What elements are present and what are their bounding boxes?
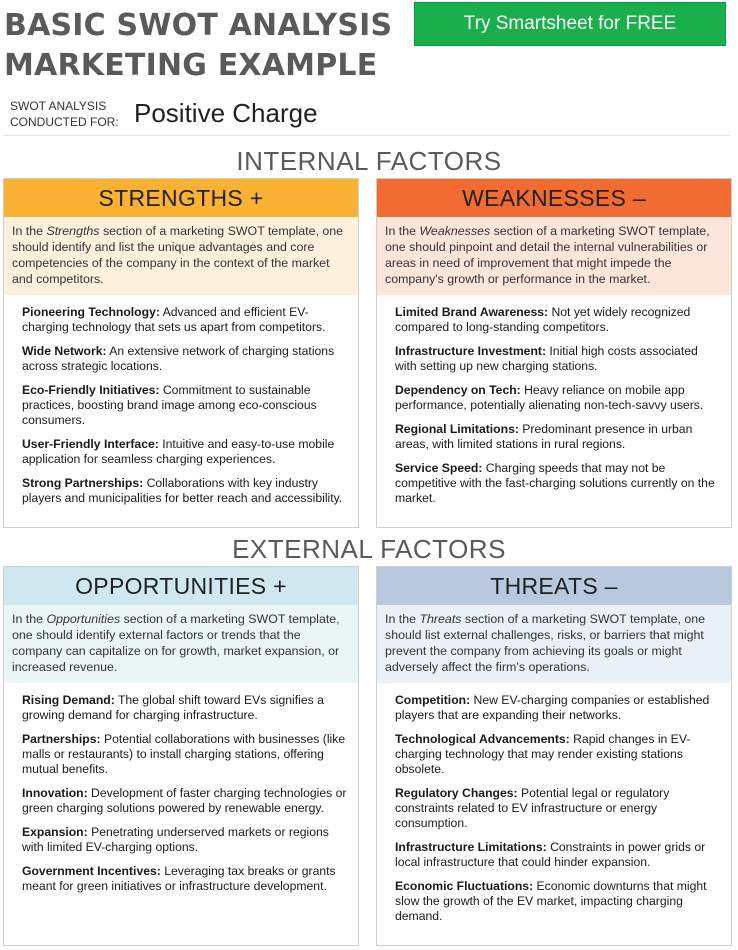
list-item (395, 383, 721, 413)
opportunities-header (4, 567, 358, 605)
item-text: Collaborations with key industry players and municipalities for better reach and accessibility. (22, 476, 343, 505)
item-text: Not yet widely recognized compared to long-standing competitors. (395, 305, 691, 334)
conducted-for-label-line-1: SWOT ANALYSIS (10, 99, 107, 113)
threats-title: THREATS – (490, 572, 618, 599)
weaknesses-list (377, 295, 731, 506)
list-item (395, 422, 721, 452)
item-label: Limited Brand Awareness: (395, 305, 549, 319)
strengths-description (4, 217, 358, 295)
item-label: User-Friendly Interface: (22, 437, 159, 451)
item-label: Expansion: (22, 825, 88, 839)
opportunities-box (3, 566, 359, 946)
threats-header (377, 567, 731, 605)
item-text: Leveraging tax breaks or grants meant for green initiatives or infrastructure development. (22, 864, 336, 893)
item-label: Eco-Friendly Initiatives: (22, 383, 160, 397)
item-label: Pioneering Technology: (22, 305, 160, 319)
item-text: Initial high costs associated with setting up new charging stations. (395, 344, 698, 373)
list-item (395, 461, 721, 506)
item-label: Technological Advancements: (395, 732, 570, 746)
item-text: Charging speeds that may not be competitive with the fast-charging solutions currently on the market. (395, 461, 715, 505)
desc-prefix: In the (12, 224, 47, 238)
item-label: Regulatory Changes: (395, 786, 518, 800)
strengths-header (4, 179, 358, 217)
item-text: Advanced and efficient EV-charging technology that sets us apart from competitors. (22, 305, 326, 334)
item-label: Economic Fluctuations: (395, 879, 534, 893)
try-smartsheet-button[interactable]: Try Smartsheet for FREE (414, 2, 726, 46)
list-item (22, 476, 348, 506)
desc-suffix: section of a marketing SWOT template, one should identify external factors or trends that the company can capitalize on for growth, market expansion, or increased revenue. (12, 612, 340, 674)
item-label: Competition: (395, 693, 471, 707)
item-label: Strong Partnerships: (22, 476, 144, 490)
desc-emphasis: Strengths (46, 224, 100, 238)
item-text: Intuitive and easy-to-use mobile application for seamless charging experiences. (22, 437, 335, 466)
item-label: Government Incentives: (22, 864, 161, 878)
item-text: Potential collaborations with businesses (like malls or restaurants) to install charging stations, offering mutual benefits. (22, 732, 346, 776)
list-item (22, 383, 348, 428)
conducted-for-label (10, 98, 120, 130)
item-label: Innovation: (22, 786, 88, 800)
list-item (22, 693, 348, 723)
conducted-for-value: Positive Charge (134, 98, 318, 128)
item-text: Potential legal or regulatory constraints related to EV infrastructure or energy consumption. (395, 786, 670, 830)
item-text: Predominant presence in urban areas, with limited stations in rural regions. (395, 422, 693, 451)
item-label: Service Speed: (395, 461, 483, 475)
item-text: Constraints in power grids or local infrastructure that could hinder expansion. (395, 840, 706, 869)
internal-factors-heading: INTERNAL FACTORS (236, 146, 502, 176)
item-label: Dependency on Tech: (395, 383, 521, 397)
opportunities-list (4, 683, 358, 894)
desc-emphasis: Opportunities (46, 612, 121, 626)
threats-list (377, 683, 731, 924)
item-label: Infrastructure Limitations: (395, 840, 547, 854)
list-item (395, 344, 721, 374)
item-label: Regional Limitations: (395, 422, 519, 436)
desc-emphasis: Threats (419, 612, 462, 626)
strengths-title: STRENGTHS + (98, 184, 264, 211)
divider (4, 135, 730, 136)
list-item (22, 437, 348, 467)
weaknesses-description (377, 217, 731, 295)
item-text: The global shift toward EVs signifies a growing demand for charging infrastructure. (22, 693, 324, 722)
item-text: New EV-charging companies or established players that are expanding their networks. (395, 693, 710, 722)
item-text: Rapid changes in EV-charging technology that may render existing stations obsolete. (395, 732, 691, 776)
item-label: Infrastructure Investment: (395, 344, 547, 358)
opportunities-title: OPPORTUNITIES + (75, 572, 287, 599)
list-item (22, 344, 348, 374)
item-text: An extensive network of charging stations across strategic locations. (22, 344, 335, 373)
item-text: Penetrating underserved markets or regions with limited EV-charging options. (22, 825, 329, 854)
list-item (395, 732, 721, 777)
item-text: Development of faster charging technologies or green charging solutions powered by renewable energy. (22, 786, 347, 815)
list-item (22, 732, 348, 777)
list-item (22, 786, 348, 816)
item-text: Economic downturns that might slow the growth of the EV market, impacting charging demand. (395, 879, 707, 923)
threats-box (376, 566, 732, 946)
opportunities-description (4, 605, 358, 683)
desc-prefix: In the (385, 224, 420, 238)
list-item (22, 864, 348, 894)
list-item (395, 840, 721, 870)
item-label: Wide Network: (22, 344, 107, 358)
conducted-for-label-line-2: CONDUCTED FOR: (10, 115, 119, 129)
desc-suffix: section of a marketing SWOT template, one should pinpoint and detail the internal vulnerabilities or areas in need of improvement that might impede the company's growth or performance in the market. (385, 224, 710, 286)
title-line-1: BASIC SWOT ANALYSIS (4, 8, 393, 43)
desc-prefix: In the (12, 612, 47, 626)
external-factors-heading: EXTERNAL FACTORS (232, 534, 506, 564)
list-item (395, 879, 721, 924)
list-item (395, 693, 721, 723)
weaknesses-title: WEAKNESSES – (462, 184, 646, 211)
desc-emphasis: Weaknesses (419, 224, 491, 238)
list-item (22, 825, 348, 855)
list-item (395, 305, 721, 335)
strengths-list (4, 295, 358, 506)
weaknesses-header (377, 179, 731, 217)
list-item (22, 305, 348, 335)
item-text: Commitment to sustainable practices, boosting brand image among eco-conscious consumers. (22, 383, 317, 427)
item-label: Partnerships: (22, 732, 101, 746)
item-label: Rising Demand: (22, 693, 115, 707)
desc-suffix: section of a marketing SWOT template, one should identify and list the unique advantages and core competencies of the company in the context of the market and competitors. (12, 224, 344, 286)
item-text: Heavy reliance on mobile app performance, potentially alienating non-tech-savvy users. (395, 383, 704, 412)
title-line-2: MARKETING EXAMPLE (4, 48, 378, 83)
page-title (4, 6, 404, 86)
threats-description (377, 605, 731, 683)
desc-prefix: In the (385, 612, 420, 626)
desc-suffix: section of a marketing SWOT template, one should list external challenges, risks, or barriers that might prevent the company from achieving its goals or might adversely affect the firm’s operations. (385, 612, 706, 674)
strengths-box (3, 178, 359, 528)
weaknesses-box (376, 178, 732, 528)
list-item (395, 786, 721, 831)
